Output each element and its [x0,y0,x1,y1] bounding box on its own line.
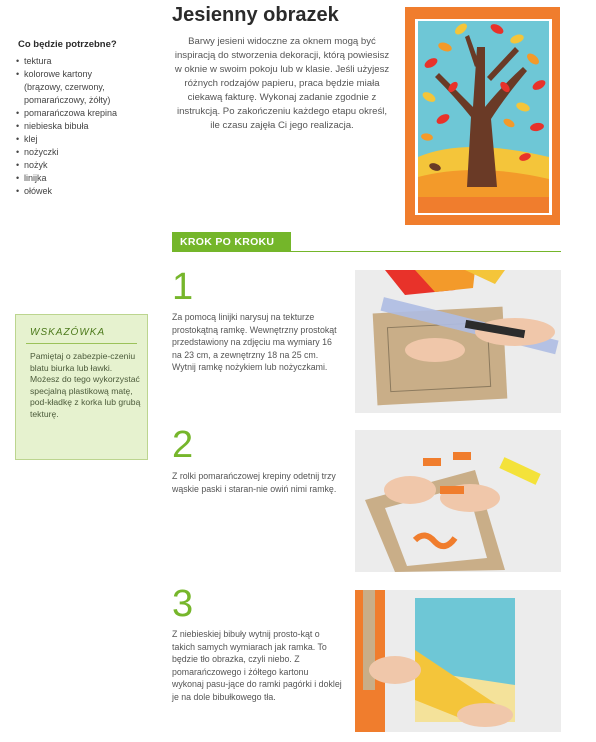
banner-divider [291,251,561,252]
autumn-tree-painting [405,7,560,225]
tip-divider [26,343,137,344]
step-text: Za pomocą linijki narysuj na tekturze prostokątną ramkę. Wewnętrzny prostokąt przedstawiony na zdjęciu ma wymiary 16 na 23 cm, a zewnętrzny 18 na 25 cm. Wytnij ramkę nożykiem lub nożyczkami. [172,312,337,372]
intro-paragraph: Barwy jesieni widoczne za oknem mogą być inspiracją do stworzenia dekoracji, którą powiesisz w oknie w swoim pokoju lub w klasie. Jeśli użyjesz różnych rodzajów papieru, praca będzie miała ciekawą fakturę. Wykonaj zadanie zgodnie z instrukcją. Po zakończeniu każdego etapu określ, ile czasu zajęła Ci jego realizacja. [174,36,390,131]
requirement-item: • tektura [16,55,156,68]
requirement-item: • kolorowe kartony [16,68,156,81]
requirement-item: • nożyk [16,159,156,172]
requirement-item: • niebieska bibuła [16,120,156,133]
step-number: 2 [172,424,194,466]
step-by-step-banner [172,232,291,252]
step-text: Z niebieskiej bibuły wytnij prosto-kąt o takich samych wymiarach jak ramka. To będzie tło obrazka, czyli niebo. Z pomarańczowego i żółtego kartonu wykonaj pasu-jące do ramki pagórki i doklej je na dole bibułkowego tła. [172,629,342,702]
requirement-item: • ołówek [16,185,156,198]
step-number: 3 [172,583,194,625]
requirement-item: • klej [16,133,156,146]
step-text: Z rolki pomarańczowej krepiny odetnij trzy wąskie paski i staran-nie owiń nimi ramkę. [172,471,337,494]
step-2-photo [355,430,561,572]
step-3-photo [355,590,561,732]
requirements-list [16,55,156,198]
requirements-title: Co będzie potrzebne? [18,39,117,50]
requirement-item: (brązowy, czerwony, [24,82,105,92]
step-by-step-label: KROK PO KROKU [180,236,275,248]
requirement-item: • nożyczki [16,146,156,159]
requirement-item: • linijka [16,172,156,185]
requirement-item: pomarańczowy, żółty) [24,95,111,105]
page-title: Jesienny obrazek [172,4,339,26]
tip-text: Pamiętaj o zabezpie-czeniu blatu biurka lub ławki. Możesz do tego wykorzystać specjalną plastikową matę, pod-kładkę z korka lub grubą tekturę. [30,351,141,419]
requirement-item: • pomarańczowa krepina [16,107,156,120]
tip-title: WSKAZÓWKA [30,327,106,338]
step-1-photo [355,270,561,413]
tip-box [15,314,148,460]
step-number: 1 [172,266,194,308]
